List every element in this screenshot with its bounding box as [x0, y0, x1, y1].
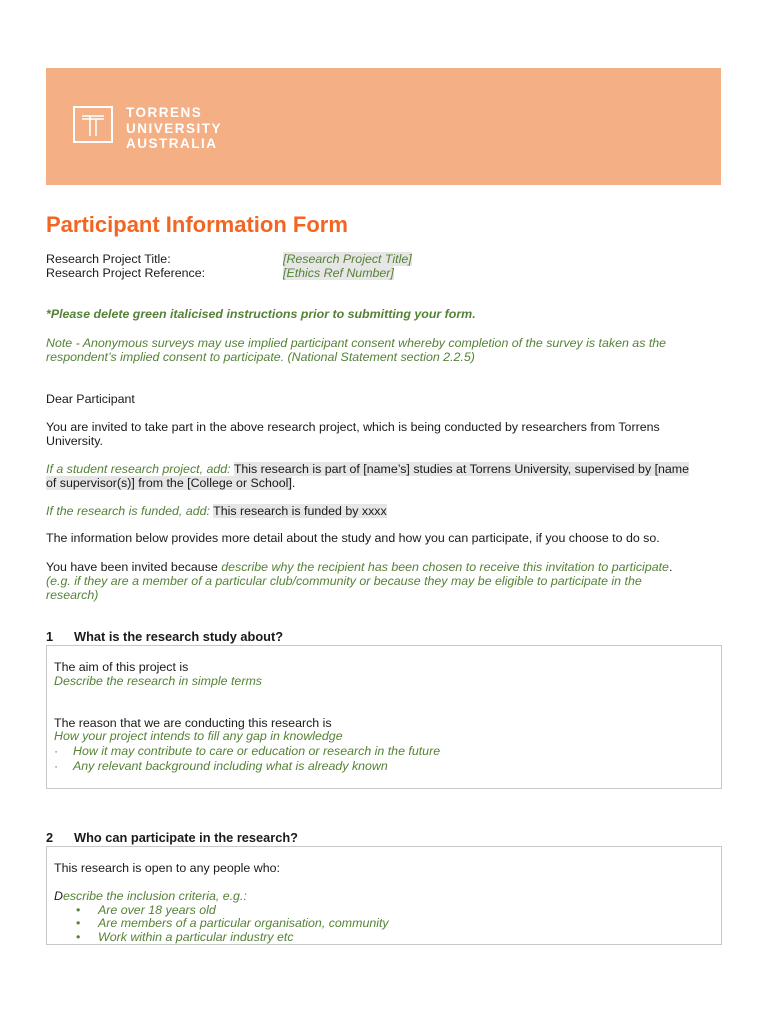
- logo-wordmark: TORRENS UNIVERSITY AUSTRALIA: [126, 105, 223, 151]
- student-project-line2: of supervisor(s)] from the [College or School].: [46, 476, 296, 490]
- aim-label: The aim of this project is: [54, 660, 189, 674]
- anonymous-survey-note-line1: Note - Anonymous surveys may use implied participant consent whereby completion of the survey is taken as the: [46, 336, 667, 350]
- student-project-line1: [46, 462, 689, 476]
- section-1-number: 1: [46, 629, 54, 644]
- invited-example-line1: (e.g. if they are a member of a particular club/community or because they may be eligible to participate in the: [46, 574, 642, 588]
- list-item: • Are over 18 years old: [76, 903, 216, 917]
- section-2-box: [46, 846, 722, 945]
- bullet-icon: ·: [54, 744, 59, 758]
- bullet-icon: ·: [54, 759, 59, 773]
- invited-instruction: describe why the recipient has been chosen to receive this invitation to participate: [221, 560, 669, 574]
- reason-label: The reason that we are conducting this research is: [54, 716, 332, 730]
- page-title: Participant Information Form: [46, 212, 348, 237]
- project-title-value: [Research Project Title]: [283, 252, 412, 266]
- bullet-icon: •: [76, 903, 81, 917]
- student-project-text: This research is part of [name’s] studies at Torrens University, supervised by [name: [233, 462, 690, 476]
- anonymous-survey-note-line2: respondent’s implied consent to participate. (National Statement section 2.2.5): [46, 350, 475, 364]
- intro-line1: You are invited to take part in the above research project, which is being conducted by researchers from Torrens: [46, 420, 660, 434]
- bullet-icon: •: [76, 930, 81, 944]
- list-item: · Any relevant background including what is already known: [54, 759, 388, 773]
- intro-line2: University.: [46, 434, 103, 448]
- open-to-label: This research is open to any people who:: [54, 861, 280, 875]
- header-banner: [46, 68, 721, 185]
- reason-instruction: How your project intends to fill any gap in knowledge: [54, 729, 343, 743]
- section-1-title: What is the research study about?: [74, 629, 284, 644]
- torrens-logo-icon: [73, 106, 113, 143]
- list-item: • Work within a particular industry etc: [76, 930, 294, 944]
- section-2-number: 2: [46, 830, 54, 845]
- list-item: • Are members of a particular organisation, community: [76, 916, 389, 930]
- student-project-text-cont: of supervisor(s)] from the [College or School]: [46, 476, 292, 490]
- invited-line1: You have been invited because describe why the recipient has been chosen to receive this invitation to participate.: [46, 560, 673, 574]
- project-reference-label: Research Project Reference:: [46, 266, 206, 280]
- project-reference-value: [Ethics Ref Number]: [283, 266, 394, 280]
- bullet-icon: •: [76, 916, 81, 930]
- invited-example-line2: research): [46, 588, 99, 602]
- funded-line: [46, 504, 387, 518]
- greeting: Dear Participant: [46, 392, 135, 406]
- section-2-title: Who can participate in the research?: [74, 830, 299, 845]
- list-item: · How it may contribute to care or education or research in the future: [54, 744, 441, 758]
- inclusion-criteria-instruction: Describe the inclusion criteria, e.g.:: [54, 889, 247, 903]
- delete-instructions-note: *Please delete green italicised instructions prior to submitting your form.: [46, 307, 476, 321]
- section-2-heading: [46, 830, 298, 845]
- student-project-instruction: If a student research project, add:: [46, 462, 231, 476]
- aim-instruction: Describe the research in simple terms: [54, 674, 262, 688]
- project-title-label: Research Project Title:: [46, 252, 171, 266]
- section-1-heading: [46, 629, 283, 644]
- funded-text: This research is funded by xxxx: [213, 504, 387, 518]
- section-1-box: [46, 645, 722, 789]
- info-below-text: The information below provides more detail about the study and how you can participate, if you choose to do so.: [46, 531, 660, 545]
- funded-instruction: If the research is funded, add:: [46, 504, 210, 518]
